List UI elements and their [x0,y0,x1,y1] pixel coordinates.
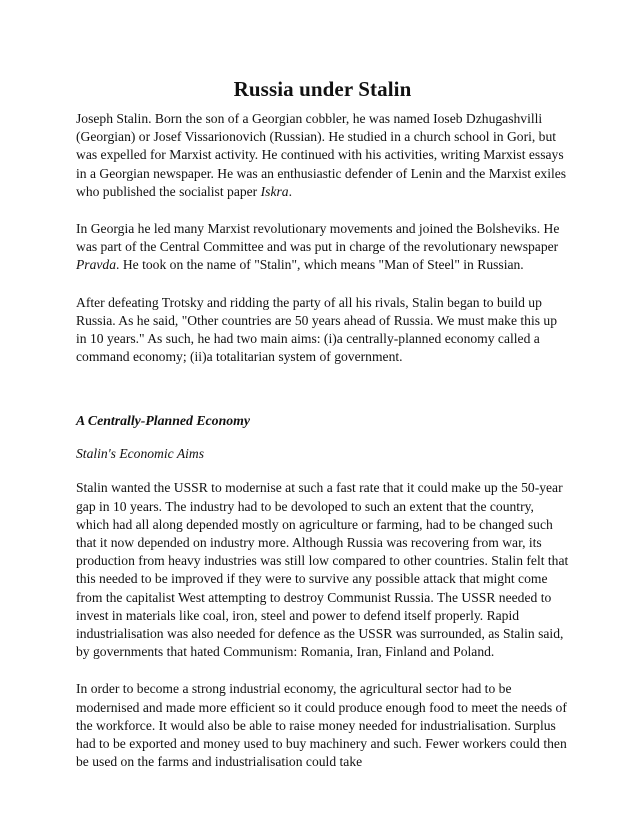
document-page [76,76,569,790]
iskra-title: Iskra [260,183,289,199]
page-title: Russia under Stalin [233,77,412,101]
intro-paragraph-1-end: . [288,183,292,199]
pravda-title: Pravda [76,257,117,273]
section-paragraph-2: In order to become a strong industrial economy, the agricultural sector had to be modernised and made more efficient so it could produce enough food to meet the needs of the workforce. It would also be able to raise money needed for industrialisation. Surplus had to be exported and money used to buy machinery and such. Fewer workers could then be used on the farms and industrialisation could take [76,681,567,770]
intro-paragraph-2-text: In Georgia he led many Marxist revolutionary movements and joined the Bolsheviks. He was part of the Central Committee and was put in charge of the revolutionary newspaper [76,221,560,255]
intro-paragraph-1-text: Joseph Stalin. Born the son of a Georgian cobbler, he was named Ioseb Dzhugashvilli (Georgian) or Josef Vissarionovich (Russian). He studied in a church school in Gori, but was expelled for Marxist activity. He continued with his activities, writing Marxist essays in a Georgian newspaper. He was an enthusiastic defender of Lenin and the Marxist exiles who published the socialist paper [76,111,567,199]
subsection-heading: Stalin's Economic Aims [76,446,205,462]
intro-paragraph-3: After defeating Trotsky and ridding the party of all his rivals, Stalin began to build up Russia. As he said, "Other countries are 50 years ahead of Russia. We must make this up in 10 years." As such, he had two main aims: (i)a centrally-planned economy called a command economy; (ii)a totalitarian system of government. [76,294,558,365]
intro-paragraph-1 [76,110,569,201]
intro-paragraph-2-end: . He took on the name of "Stalin", which means "Man of Steel" in Russian. [116,257,524,273]
section-paragraph-1: Stalin wanted the USSR to modernise at such a fast rate that it could make up the 50-year gap in 10 years. The industry had to be devoloped to such an extent that the country, which had all along depended mostly on agriculture or farming, had to be changed such that it now depended on industry more. Although Russia was recovering from war, its production from heavy industries was still low compared to other countries. Stalin felt that this needed to be improved if they were to survive any possible attack that might come from the capitalist West attempting to destroy Communist Russia. The USSR needed to invest in materials like coal, iron, steel and power to defend itself properly. Rapid industrialisation was also needed for defence as the USSR was surrounded, as Stalin said, by governments that hated Communism: Romania, Iran, Finland and Poland. [76,480,569,660]
section-spacer [76,385,569,412]
intro-paragraph-2 [76,220,569,275]
section-heading: A Centrally-Planned Economy [76,413,251,429]
